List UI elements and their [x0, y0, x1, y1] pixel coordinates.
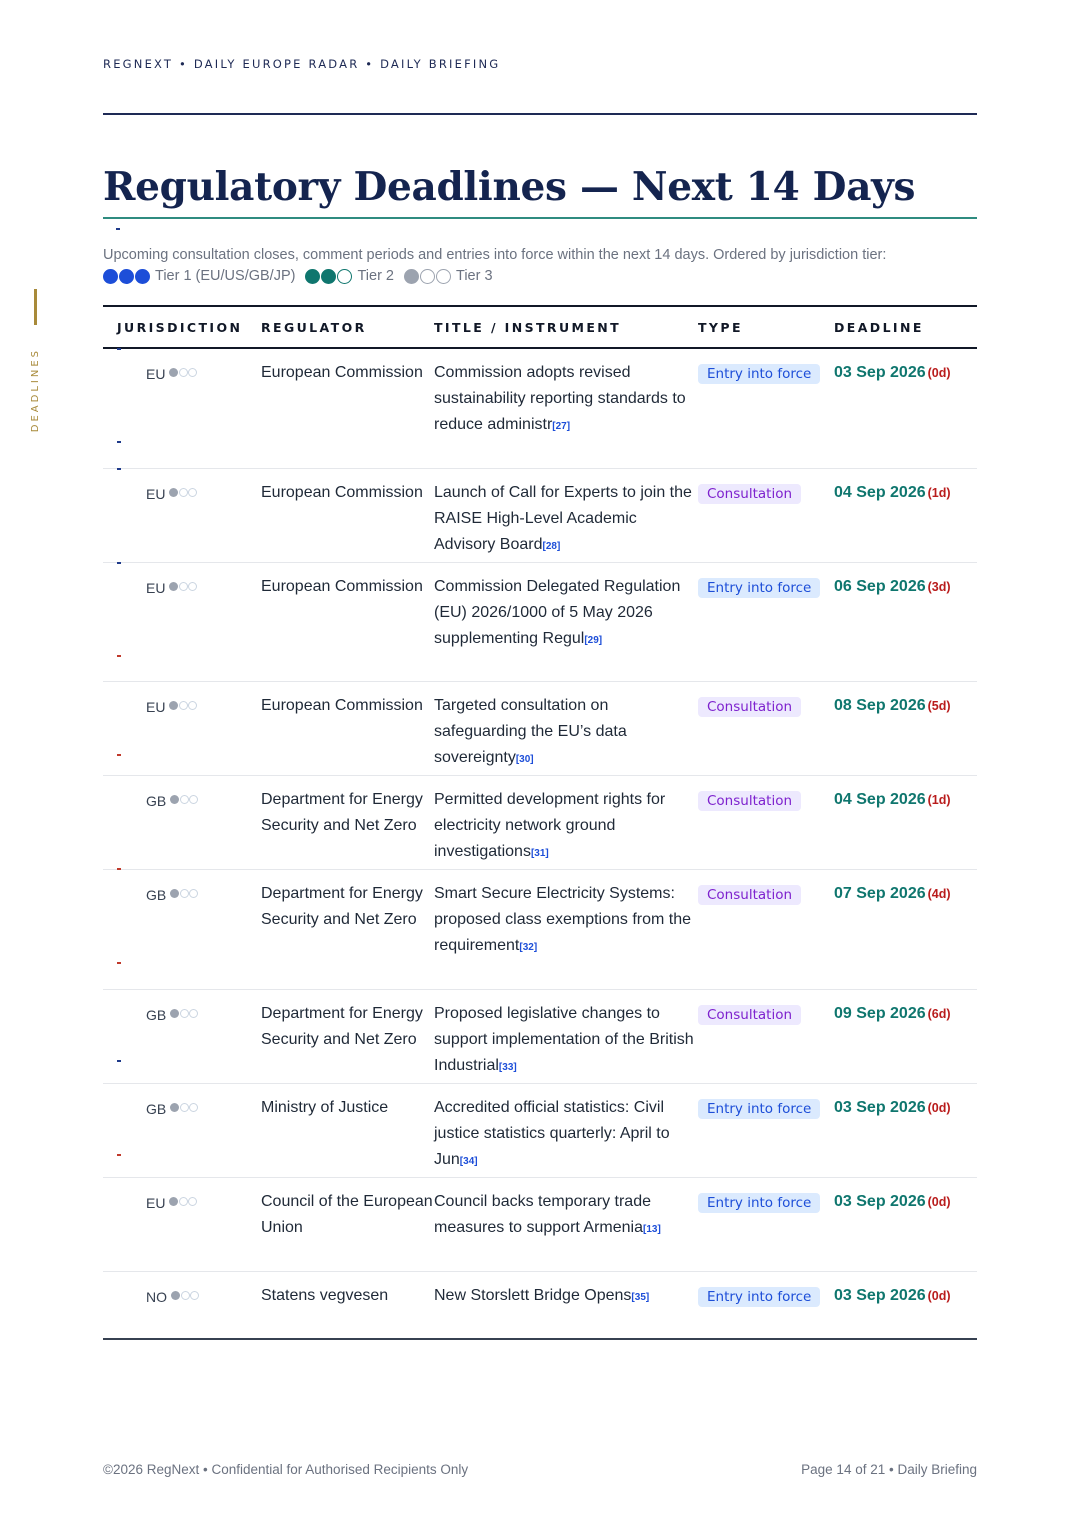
tier-indicator: [170, 882, 199, 904]
tier-dot-icon: [180, 1009, 189, 1018]
citation-link[interactable]: [27]: [552, 421, 571, 432]
citation-link[interactable]: [31]: [530, 848, 549, 859]
tier-dot-icon: [179, 1197, 188, 1206]
jurisdiction-code: GB: [146, 1007, 167, 1023]
jurisdiction-cell: [103, 1189, 261, 1271]
tier-dot-icon: [181, 1291, 190, 1300]
title-dash: [116, 228, 120, 230]
deadline-date: 03 Sep 2026: [834, 364, 926, 381]
deadline-cell: [834, 1001, 977, 1083]
type-badge: Consultation: [698, 885, 801, 905]
tier-dot-icon: [180, 889, 189, 898]
type-cell: [698, 1283, 834, 1338]
jurisdiction-code: NO: [146, 1289, 167, 1305]
title-cell: [434, 480, 698, 562]
tier-dot-icon: [169, 488, 178, 497]
jurisdiction-code: GB: [146, 1101, 167, 1117]
header-meta-line: REGNEXT • DAILY EUROPE RADAR • DAILY BRIEFING: [103, 57, 501, 71]
tier-dot-icon: [119, 269, 134, 284]
table-row: [103, 349, 977, 469]
tier-dot-empty-icon: [337, 269, 352, 284]
deadline-cell: [834, 480, 977, 562]
instrument-title: Permitted development rights for electricity network ground investigations: [434, 791, 666, 860]
deadline-date: 04 Sep 2026: [834, 791, 926, 808]
tier-dot-icon: [189, 1103, 198, 1112]
instrument-title: Launch of Call for Experts to join the RAISE High-Level Academic Advisory Board: [434, 484, 692, 553]
title-cell: [434, 1095, 698, 1177]
jurisdiction-cell: [103, 480, 261, 562]
instrument-title: New Storslett Bridge Opens: [434, 1287, 632, 1304]
jurisdiction-code: EU: [146, 1195, 166, 1211]
jurisdiction-cell: [103, 1283, 261, 1338]
table-row: [103, 563, 977, 682]
tier-legend: [103, 268, 503, 284]
deadlines-table: [103, 305, 977, 1340]
days-remaining: (1d): [927, 793, 951, 807]
tier-indicator: [170, 1096, 199, 1118]
tier-dot-icon: [188, 488, 197, 497]
row-marker: [117, 754, 121, 756]
footer-copyright: ©2026 RegNext • Confidential for Authorised Recipients Only: [103, 1462, 469, 1477]
deadline-cell: [834, 574, 977, 681]
days-remaining: (0d): [927, 1289, 951, 1303]
jurisdiction-code: EU: [146, 580, 166, 596]
deadline-date: 08 Sep 2026: [834, 697, 926, 714]
citation-link[interactable]: [30]: [515, 754, 534, 765]
row-marker: [117, 962, 121, 964]
type-badge: Entry into force: [698, 578, 820, 598]
tier-dot-icon: [171, 1291, 180, 1300]
deadline-cell: [834, 360, 977, 468]
page-title: Regulatory Deadlines — Next 14 Days: [103, 164, 916, 210]
type-badge: Entry into force: [698, 1193, 820, 1213]
row-marker: [117, 348, 121, 350]
row-marker: [117, 1154, 121, 1156]
title-cell: [434, 787, 698, 869]
tier-indicator: [170, 788, 199, 810]
deadline-date: 04 Sep 2026: [834, 484, 926, 501]
deadline-date: 06 Sep 2026: [834, 578, 926, 595]
header-title: TITLE / INSTRUMENT: [434, 319, 622, 335]
tier-dot-icon: [188, 1197, 197, 1206]
citation-link[interactable]: [33]: [498, 1062, 517, 1073]
type-cell: [698, 881, 834, 989]
tier-indicator: [169, 481, 198, 503]
tier-dot-icon: [404, 269, 419, 284]
row-marker: [117, 562, 121, 564]
table-row: [103, 776, 977, 870]
tier-dot-icon: [189, 889, 198, 898]
instrument-title: Smart Secure Electricity Systems: proposed class exemptions from the requirement: [434, 885, 692, 954]
title-cell: [434, 881, 698, 989]
regulator-cell: Department for Energy Security and Net Zero: [261, 885, 423, 928]
type-cell: [698, 480, 834, 562]
table-row: [103, 870, 977, 990]
row-marker: [117, 441, 121, 443]
days-remaining: (0d): [927, 1101, 951, 1115]
regulator-cell: European Commission: [261, 364, 423, 381]
regulator-cell: Statens vegvesen: [261, 1287, 389, 1304]
type-cell: [698, 574, 834, 681]
type-cell: [698, 693, 834, 775]
tier-indicator: [169, 575, 198, 597]
citation-link[interactable]: [35]: [631, 1292, 650, 1303]
title-cell: [434, 360, 698, 468]
tier-dot-icon: [179, 368, 188, 377]
type-badge: Consultation: [698, 484, 801, 504]
tier-dot-empty-icon: [420, 269, 435, 284]
tier-dot-icon: [180, 1103, 189, 1112]
type-badge: Consultation: [698, 697, 801, 717]
tier-indicator: [169, 1190, 198, 1212]
table-body: [103, 349, 977, 1340]
tier-dot-icon: [179, 582, 188, 591]
deadline-cell: [834, 1095, 977, 1177]
tier-dot-icon: [170, 1009, 179, 1018]
legend-label: Tier 1 (EU/US/GB/JP): [155, 268, 296, 284]
tier-dot-icon: [305, 269, 320, 284]
jurisdiction-code: EU: [146, 366, 166, 382]
tier-dot-icon: [188, 582, 197, 591]
legend-tier-1: [103, 268, 295, 284]
citation-link[interactable]: [28]: [542, 541, 561, 552]
row-marker: [117, 1060, 121, 1062]
regulator-cell: Ministry of Justice: [261, 1099, 389, 1116]
legend-label: Tier 3: [456, 268, 493, 284]
deadline-date: 09 Sep 2026: [834, 1005, 926, 1022]
header-jurisdiction: JURISDICTION: [117, 319, 243, 335]
title-rule: [103, 217, 977, 219]
deadline-cell: [834, 693, 977, 775]
header-deadline: DEADLINE: [834, 319, 924, 335]
title-cell: [434, 1189, 698, 1271]
type-badge: Entry into force: [698, 364, 820, 384]
side-section-label: DEADLINES: [30, 348, 41, 433]
tier-indicator: [169, 694, 198, 716]
jurisdiction-cell: [103, 574, 261, 681]
citation-link[interactable]: [32]: [519, 942, 538, 953]
jurisdiction-code: EU: [146, 486, 166, 502]
days-remaining: (5d): [927, 699, 951, 713]
days-remaining: (0d): [927, 366, 951, 380]
tier-dot-icon: [169, 701, 178, 710]
regulator-cell: European Commission: [261, 697, 423, 714]
regulator-cell: Council of the European Union: [261, 1193, 433, 1236]
deadline-cell: [834, 1283, 977, 1338]
instrument-title: Council backs temporary trade measures to support Armenia: [434, 1193, 651, 1236]
type-cell: [698, 1189, 834, 1271]
tier-dot-icon: [188, 701, 197, 710]
deadline-date: 03 Sep 2026: [834, 1193, 926, 1210]
table-row: [103, 1178, 977, 1272]
type-cell: [698, 1095, 834, 1177]
instrument-title: Commission adopts revised sustainability reporting standards to reduce administr: [434, 364, 686, 433]
tier-dot-icon: [179, 701, 188, 710]
legend-tier-3: [404, 268, 493, 284]
days-remaining: (3d): [927, 580, 951, 594]
jurisdiction-cell: [103, 360, 261, 468]
title-cell: [434, 1283, 698, 1338]
tier-dot-icon: [170, 795, 179, 804]
jurisdiction-cell: [103, 881, 261, 989]
tier-dot-icon: [103, 269, 118, 284]
header-rule: [103, 113, 977, 115]
jurisdiction-code: GB: [146, 793, 167, 809]
deadline-cell: [834, 881, 977, 989]
jurisdiction-cell: [103, 787, 261, 869]
days-remaining: (6d): [927, 1007, 951, 1021]
days-remaining: (1d): [927, 486, 951, 500]
type-cell: [698, 1001, 834, 1083]
type-badge: Consultation: [698, 1005, 801, 1025]
tier-dot-icon: [321, 269, 336, 284]
instrument-title: Targeted consultation on safeguarding the EU’s data sovereignty: [434, 697, 627, 766]
table-row: [103, 1084, 977, 1178]
type-cell: [698, 787, 834, 869]
type-cell: [698, 360, 834, 468]
type-badge: Consultation: [698, 791, 801, 811]
tier-dot-icon: [189, 1009, 198, 1018]
tier-dot-icon: [179, 488, 188, 497]
tier-indicator: [170, 1002, 199, 1024]
days-remaining: (4d): [927, 887, 951, 901]
tier-indicator: [171, 1284, 200, 1306]
tier-dot-icon: [169, 368, 178, 377]
regulator-cell: European Commission: [261, 484, 423, 501]
table-row: [103, 469, 977, 563]
deadline-date: 03 Sep 2026: [834, 1287, 926, 1304]
intro-text: Upcoming consultation closes, comment periods and entries into force within the next 14 days. Ordered by jurisdiction tier:: [103, 247, 887, 263]
tier-dot-icon: [189, 795, 198, 804]
jurisdiction-code: EU: [146, 699, 166, 715]
row-marker: [117, 655, 121, 657]
side-accent-bar: [34, 289, 37, 325]
footer-page-info: Page 14 of 21 • Daily Briefing: [801, 1462, 977, 1477]
header-type: TYPE: [698, 319, 743, 335]
citation-link[interactable]: [29]: [584, 635, 603, 646]
tier-indicator: [169, 361, 198, 383]
tier-dot-icon: [135, 269, 150, 284]
type-badge: Entry into force: [698, 1099, 820, 1119]
tier-dot-empty-icon: [436, 269, 451, 284]
header-regulator: REGULATOR: [261, 319, 367, 335]
tier-dot-icon: [169, 582, 178, 591]
row-marker: [117, 468, 121, 470]
jurisdiction-code: GB: [146, 887, 167, 903]
title-cell: [434, 1001, 698, 1083]
title-cell: [434, 574, 698, 681]
citation-link[interactable]: [13]: [643, 1224, 661, 1235]
citation-link[interactable]: [34]: [459, 1156, 478, 1167]
regulator-cell: Department for Energy Security and Net Zero: [261, 1005, 423, 1048]
instrument-title: Proposed legislative changes to support implementation of the British Industrial: [434, 1005, 694, 1074]
table-row: [103, 1272, 977, 1340]
instrument-title: Commission Delegated Regulation (EU) 2026/1000 of 5 May 2026 supplementing Regul: [434, 578, 681, 647]
jurisdiction-cell: [103, 693, 261, 775]
tier-dot-icon: [170, 1103, 179, 1112]
jurisdiction-cell: [103, 1001, 261, 1083]
jurisdiction-cell: [103, 1095, 261, 1177]
title-cell: [434, 693, 698, 775]
days-remaining: (0d): [927, 1195, 951, 1209]
tier-dot-icon: [190, 1291, 199, 1300]
table-row: [103, 990, 977, 1084]
table-header: [103, 307, 977, 349]
deadline-date: 07 Sep 2026: [834, 885, 926, 902]
legend-tier-2: [305, 268, 394, 284]
regulator-cell: Department for Energy Security and Net Zero: [261, 791, 423, 834]
tier-dot-icon: [180, 795, 189, 804]
tier-dot-icon: [170, 889, 179, 898]
instrument-title: Accredited official statistics: Civil justice statistics quarterly: April to Jun: [434, 1099, 670, 1168]
regulator-cell: European Commission: [261, 578, 423, 595]
type-badge: Entry into force: [698, 1287, 820, 1307]
deadline-date: 03 Sep 2026: [834, 1099, 926, 1116]
deadline-cell: [834, 787, 977, 869]
tier-dot-icon: [169, 1197, 178, 1206]
deadline-cell: [834, 1189, 977, 1271]
tier-dot-icon: [188, 368, 197, 377]
table-row: [103, 682, 977, 776]
legend-label: Tier 2: [357, 268, 394, 284]
